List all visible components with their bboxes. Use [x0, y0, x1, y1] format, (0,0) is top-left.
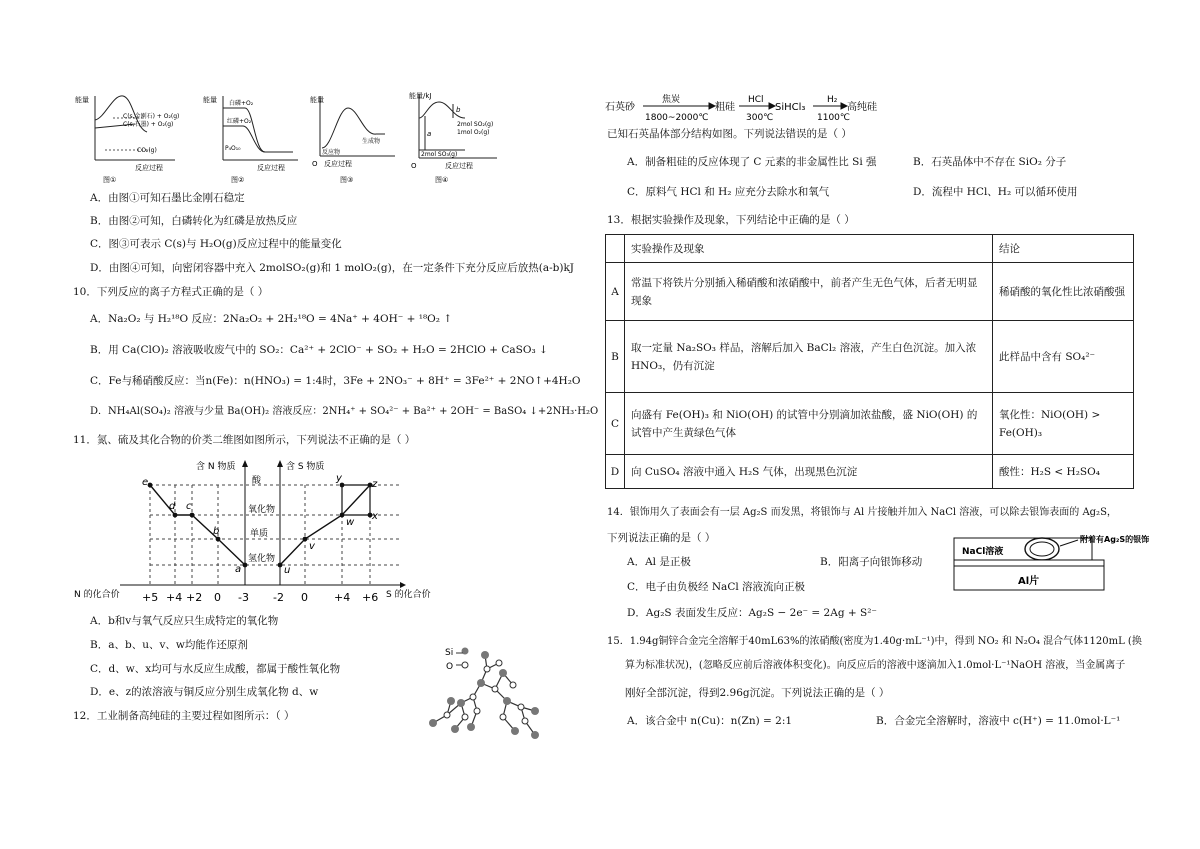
- q10-option-a: A．Na₂O₂ 与 H₂¹⁸O 反应：2Na₂O₂ + 2H₂¹⁸O = 4Na⁺ + 4OH⁻ + ¹⁸O₂ ↑: [90, 313, 453, 325]
- table-row: [606, 321, 1134, 393]
- fig3-origin: O: [312, 160, 318, 168]
- q15-option-b: B．合金完全溶解时，溶液中 c(H⁺) = 11.0mol·L⁻¹: [876, 715, 1121, 727]
- s-tick-1: -2: [273, 591, 284, 604]
- fig2-ylabel: 能量: [203, 96, 217, 104]
- q14-option-b: B．阳离子向银饰移动: [820, 556, 923, 568]
- q11-option-b: B．a、b、u、v、w均能作还原剂: [90, 639, 248, 651]
- figure-1: [75, 95, 179, 184]
- row-conclusion: 稀硝酸的氧化性比浓硝酸强: [993, 263, 1134, 321]
- q11-option-c: C．d、w、x均可与水反应生成酸，都属于酸性氧化物: [90, 663, 341, 675]
- row-key: D: [606, 455, 625, 489]
- flow-cond-3-top: H₂: [827, 95, 838, 105]
- fig2-l2: 红磷+O₂: [227, 118, 252, 125]
- q9-option-c: C．图③可表示 C(s)与 H₂O(g)反应过程中的能量变化: [90, 238, 342, 250]
- row-conclusion: 氧化性：NiO(OH) > Fe(OH)₃: [993, 393, 1134, 455]
- fig1-caption: 图①: [103, 176, 117, 184]
- flow-step-3: SiHCl₃: [775, 102, 806, 113]
- q15-line-3: 刚好全部沉淀，得到2.96g沉淀。下列说法正确的是（ ）: [625, 687, 890, 699]
- q14-option-c: C．电子由负极经 NaCl 溶液流向正极: [627, 581, 806, 593]
- q11-stem: 11．氮、硫及其化合物的价类二维图如图所示，下列说法不正确的是（ ）: [73, 434, 416, 446]
- row-element: 单质: [250, 529, 269, 539]
- label-w: w: [346, 517, 355, 528]
- quartz-structure: [425, 645, 560, 745]
- table-row: [606, 455, 1134, 489]
- point-d: [173, 513, 178, 518]
- figure-4: [409, 91, 497, 184]
- flow-cond-2-top: HCl: [748, 95, 764, 105]
- nacl-label: NaCl溶液: [962, 547, 1004, 557]
- fig4-l2: 1mol O₂(g): [457, 129, 490, 136]
- flow-cond-3-bottom: 1100℃: [817, 113, 851, 123]
- label-c: c: [186, 501, 192, 512]
- point-w: [340, 513, 345, 518]
- row-operation: 向 CuSO₄ 溶液中通入 H₂S 气体，出现黑色沉淀: [625, 455, 993, 489]
- table-header-op: 实验操作及现象: [625, 235, 993, 263]
- label-y: y: [336, 473, 342, 484]
- fig1-xlabel: 反应过程: [135, 164, 163, 172]
- q12-option-c: C．原料气 HCl 和 H₂ 应充分去除水和氧气: [627, 186, 830, 198]
- fig3-l2: 生成物: [362, 138, 381, 145]
- n-tick-5: -3: [238, 591, 249, 604]
- row-key: B: [606, 321, 625, 393]
- point-b: [216, 537, 221, 542]
- energy-figures: [70, 88, 500, 186]
- n-tick-3: +2: [186, 591, 203, 604]
- s-tick-2: 0: [301, 591, 308, 604]
- label-e: e: [142, 477, 149, 488]
- flow-cond-1-bottom: 1800~2000℃: [645, 113, 709, 123]
- label-v: v: [309, 541, 315, 552]
- flow-step-4: 高纯硅: [847, 102, 877, 113]
- fig3-l1: 反应物: [322, 149, 341, 156]
- row-conclusion: 此样品中含有 SO₄²⁻: [993, 321, 1134, 393]
- point-v: [303, 537, 308, 542]
- point-u: [278, 563, 283, 568]
- row-conclusion: 酸性：H₂S < H₂SO₄: [993, 455, 1134, 489]
- o-legend: O: [446, 662, 454, 672]
- q15-line-2: 算为标准状况)，(忽略反应前后溶液体积变化)。向反应后的溶液中逐滴加入1.0mol·L⁻¹NaOH 溶液，当金属离子: [625, 660, 1126, 671]
- flow-step-2: 粗硅: [715, 102, 735, 113]
- al-label: Al片: [1018, 576, 1040, 587]
- label-z: z: [372, 479, 378, 490]
- q12-option-a: A．制备粗硅的反应体现了 C 元素的非金属性比 Si 强: [627, 156, 877, 168]
- fig4-origin: O: [411, 162, 417, 170]
- q12-option-d: D．流程中 HCl、H₂ 可以循环使用: [913, 186, 1078, 198]
- q10-option-b: B．用 Ca(ClO)₂ 溶液吸收废气中的 SO₂：Ca²⁺ + 2ClO⁻ + SO₂ + H₂O = 2HClO + CaSO₃ ↓: [90, 344, 548, 356]
- q10-stem: 10．下列反应的离子方程式正确的是（ ）: [73, 286, 269, 298]
- table-row: [606, 393, 1134, 455]
- q14-option-d: D．Ag₂S 表面发生反应：Ag₂S − 2e⁻ = 2Ag + S²⁻: [627, 607, 877, 619]
- fig1-l1: C(s,金刚石) + O₂(g): [123, 113, 180, 120]
- q11-option-d: D．e、z的浓溶液与铜反应分别生成氧化物 d、w: [90, 686, 319, 698]
- n-tick-4: 0: [214, 591, 221, 604]
- q14-stem-2: 下列说法正确的是（ ）: [607, 532, 716, 544]
- flow-step-1: 石英砂: [605, 102, 635, 113]
- table-header-con: 结论: [993, 235, 1134, 263]
- q9-option-d: D．由图④可知，向密闭容器中充入 2molSO₂(g)和 1 molO₂(g)，在一定条件下充分反应后放热(a-b)kJ: [90, 262, 575, 274]
- q12-stem: 12．工业制备高纯硅的主要过程如图所示：（ ）: [73, 710, 295, 722]
- valence-class-diagram: [70, 455, 450, 605]
- fig2-xlabel: 反应过程: [257, 164, 285, 172]
- label-a: a: [235, 564, 242, 575]
- s-tick-4: +6: [362, 591, 379, 604]
- q9-option-b: B．由图②可知，白磷转化为红磷是放热反应: [90, 215, 298, 227]
- figure-2: [203, 95, 298, 184]
- fig2-caption: 图②: [231, 176, 245, 184]
- figure-3: [310, 95, 395, 184]
- point-e: [148, 483, 153, 488]
- point-a: [243, 563, 248, 568]
- fig4-b: b: [456, 106, 461, 114]
- q15-line-1: 15．1.94g铜锌合金完全溶解于40mL63%的浓硝酸(密度为1.40g·mL⁻¹)中，得到 NO₂ 和 N₂O₄ 混合气体1120mL (换: [607, 636, 1142, 647]
- silver-cleaning-figure: [950, 530, 1150, 600]
- s-tick-3: +4: [334, 591, 351, 604]
- row-operation: 取一定量 Na₂SO₃ 样品，溶解后加入 BaCl₂ 溶液，产生白色沉淀。加入浓 HNO₃，仍有沉淀: [625, 321, 993, 393]
- q11-option-a: A．b和v与氧气反应只生成特定的氧化物: [90, 615, 279, 627]
- fig4-l1: 2mol SO₂(g): [457, 121, 494, 128]
- label-b: b: [213, 526, 220, 537]
- label-u: u: [284, 565, 291, 576]
- flow-cond-1-top: 焦炭: [662, 95, 681, 105]
- experiment-table: [605, 234, 1134, 489]
- fig4-xlabel: 反应过程: [445, 162, 473, 170]
- point-c: [190, 513, 195, 518]
- silver-label: 附着有Ag₂S的银饰: [1080, 535, 1150, 544]
- label-x: x: [372, 511, 378, 522]
- s-title: 含 S 物质: [286, 462, 325, 472]
- fig4-ylabel: 能量/kJ: [409, 92, 432, 100]
- fig2-l1: 白磷+O₂: [229, 100, 254, 107]
- label-d: d: [169, 501, 176, 512]
- q9-option-a: A．由图①可知石墨比金刚石稳定: [90, 192, 245, 204]
- fig2-l3: P₄O₁₀: [225, 145, 241, 152]
- flow-cond-2-bottom: 300℃: [746, 113, 774, 123]
- si-legend: Si: [445, 648, 454, 658]
- row-key: C: [606, 393, 625, 455]
- row-oxide: 氧化物: [248, 505, 276, 515]
- row-key: A: [606, 263, 625, 321]
- table-row: [606, 263, 1134, 321]
- fig3-xlabel: 反应过程: [324, 160, 352, 168]
- q12-info: 已知石英晶体部分结构如图。下列说法错误的是（ ）: [607, 128, 852, 140]
- n-axis-label: N 的化合价: [74, 590, 120, 600]
- s-axis-label: S 的化合价: [386, 590, 431, 600]
- row-acid: 酸: [252, 476, 262, 486]
- row-operation: 向盛有 Fe(OH)₃ 和 NiO(OH) 的试管中分别滴加浓盐酸，盛 NiO(OH) 的试管中产生黄绿色气体: [625, 393, 993, 455]
- fig1-l2: C(s,石墨) + O₂(g): [123, 121, 174, 128]
- row-operation: 常温下将铁片分别插入稀硝酸和浓硝酸中，前者产生无色气体，后者无明显现象: [625, 263, 993, 321]
- fig3-caption: 图③: [340, 176, 354, 184]
- fig1-l3: CO₂(g): [137, 147, 157, 154]
- silicon-flow: [605, 90, 895, 124]
- q15-option-a: A．该合金中 n(Cu)：n(Zn) = 2:1: [627, 715, 793, 727]
- table-header-blank: [606, 235, 625, 263]
- q13-stem: 13．根据实验操作及现象，下列结论中正确的是（ ）: [607, 214, 855, 226]
- q14-stem-1: 14．银饰用久了表面会有一层 Ag₂S 而发黑，将银饰与 Al 片接触并加入 NaCl 溶液，可以除去银饰表面的 Ag₂S，: [607, 507, 1117, 518]
- fig1-ylabel: 能量: [75, 96, 89, 104]
- fig3-ylabel: 能量: [310, 96, 324, 104]
- row-hydride: 氢化物: [248, 554, 276, 564]
- q12-option-b: B．石英晶体中不存在 SiO₂ 分子: [913, 156, 1067, 168]
- n-tick-1: +5: [142, 591, 159, 604]
- q10-option-d: D．NH₄Al(SO₄)₂ 溶液与少量 Ba(OH)₂ 溶液反应：2NH₄⁺ + SO₄²⁻ + Ba²⁺ + 2OH⁻ = BaSO₄ ↓+2NH₃·H₂O: [90, 406, 599, 417]
- fig4-caption: 图④: [435, 176, 449, 184]
- n-title: 含 N 物质: [196, 462, 236, 472]
- fig4-a: a: [427, 130, 432, 138]
- n-tick-2: +4: [166, 591, 183, 604]
- q10-option-c: C．Fe与稀硝酸反应：当n(Fe)：n(HNO₃) = 1:4时，3Fe + 2NO₃⁻ + 8H⁺ = 3Fe²⁺ + 2NO↑+4H₂O: [90, 375, 581, 387]
- fig4-l3: 2mol SO₃(g): [421, 151, 458, 158]
- q14-option-a: A．Al 是正极: [627, 556, 691, 568]
